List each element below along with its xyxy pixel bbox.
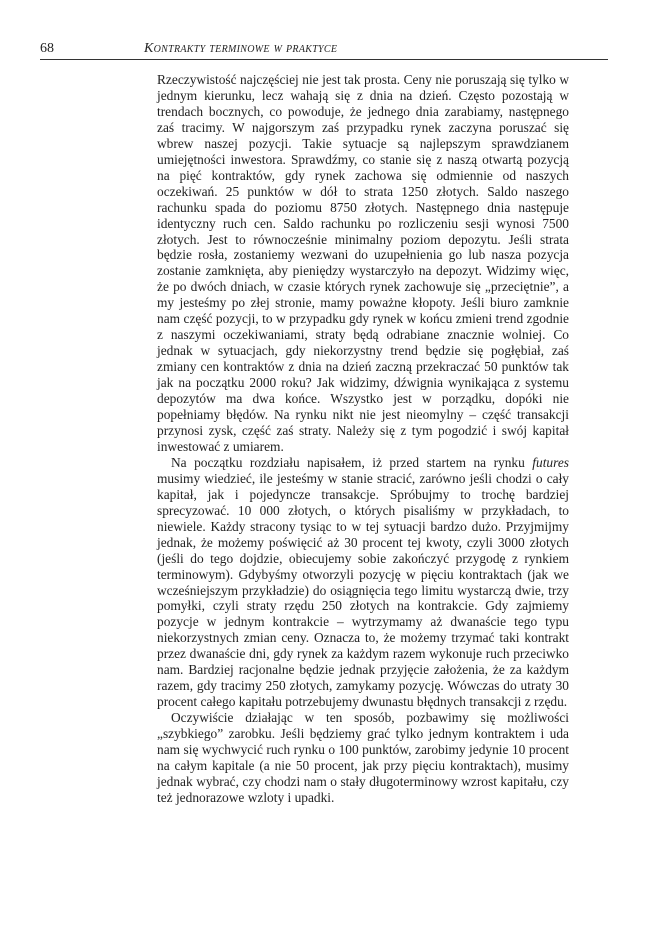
paragraph-2 bbox=[157, 455, 569, 710]
body-text bbox=[157, 72, 569, 806]
futures-term: futures bbox=[532, 454, 569, 470]
page-number: 68 bbox=[40, 41, 54, 56]
paragraph-1: Rzeczywistość najczęściej nie jest tak prosta. Ceny nie poruszają się tylko w jednym kierunku, lecz wahają się z dnia na dzień. Często pozostają w trendach bocznych, co powoduje, że jednego dnia zarabiamy, następnego zaś tracimy. W najgorszym zaś przypadku rynek zaczyna poruszać się wbrew naszej pozycji. Takie sytuacje są najlepszym sprawdzianem umiejętności inwestora. Sprawdźmy, co stanie się z naszą otwartą pozycją na pięć kontraktów, gdy rynek zachowa się odmiennie od naszych oczekiwań. 25 punktów w dół to strata 1250 złotych. Saldo naszego rachunku spada do poziomu 8750 złotych. Następnego dnia następuje identyczny ruch cen. Saldo rachunku po rozliczeniu sesji wynosi 7500 złotych. Jest to równocześnie minimalny poziom depozytu. Jeśli strata będzie rosła, zostaniemy wezwani do uzupełnienia go lub nasza pozycja zostanie zamknięta, aby pieniędzy wystarczyło na depozyt. Widzimy więc, że po dwóch dniach, w czasie których rynek zachowuje się „przeciętnie”, a my jesteśmy po złej stronie, mamy poważne kłopoty. Jeśli biuro zamknie nam część pozycji, to w przypadku gdy rynek w końcu zmieni trend zgodnie z naszymi oczekiwaniami, straty będą odrabiane znacznie wolniej. Co jednak w sytuacjach, gdy niekorzystny trend będzie się pogłębiał, zaś zmiany cen kontraktów z dnia na dzień zaczną przekraczać 50 punktów tak jak na początku 2000 roku? Jak widzimy, dźwignia wynikająca z systemu depozytów ma dwa końce. Wszystko jest w porządku, dopóki nie popełniamy błędów. Na rynku nikt nie jest nieomylny – część transakcji przynosi zysk, część zaś straty. Należy się z tym pogodzić i swój kapitał inwestować z umiarem. bbox=[157, 72, 569, 454]
running-title: Kontrakty terminowe w praktyce bbox=[144, 41, 338, 56]
page-header bbox=[40, 40, 608, 62]
paragraph-2-part-2: musimy wiedzieć, ile jesteśmy w stanie stracić, zarówno jeśli chodzi o cały kapitał, jak i pojedyncze transakcje. Spróbujmy to trochę bardziej sprecyzować. 10 000 złotych, o których pisaliśmy w przykładach, to niewiele. Każdy stracony tysiąc to w tej sytuacji bardzo dużo. Przyjmijmy jednak, że możemy poświęcić aż 30 procent tej kwoty, czyli 3000 złotych (jeśli do tego dojdzie, obiecujemy sobie zakończyć przygodę z rynkiem terminowym). Gdybyśmy otworzyli pozycję w pięciu kontraktach (jak we wcześniejszym przykładzie) do osiągnięcia tego limitu wystarczą dwie, trzy pomyłki, czyli straty rzędu 250 złotych na kontrakcie. Gdy zajmiemy pozycje w jednym kontrakcie – wytrzymamy aż dwanaście tego typu niekorzystnych zmian ceny. Oznacza to, że możemy trzymać taki kontrakt przez dwanaście dni, gdy rynek za każdym razem wykonuje ruch przeciwko nam. Bardziej racjonalne będzie jednak przyjęcie założenia, że za każdym razem, gdy tracimy 250 złotych, zamykamy pozycję. Wówczas do utraty 30 procent całego kapitału potrzebujemy dwunastu błędnych transakcji z rzędu. bbox=[157, 470, 569, 710]
paragraph-2-part-1: Na początku rozdziału napisałem, iż przed startem na rynku bbox=[171, 454, 533, 470]
header-rule bbox=[40, 59, 608, 60]
paragraph-3: Oczywiście działając w ten sposób, pozbawimy się możliwości „szybkiego” zarobku. Jeśli będziemy grać tylko jednym kontraktem i uda nam się wychwycić ruch rynku o 100 punktów, zarobimy jedynie 10 procent na całym kapitale (a nie 50 procent, jak przy pięciu kontraktach), musimy jednak wybrać, czy chodzi nam o stały długoterminowy wzrost kapitału, czy też jednorazowe wzloty i upadki. bbox=[157, 710, 569, 805]
